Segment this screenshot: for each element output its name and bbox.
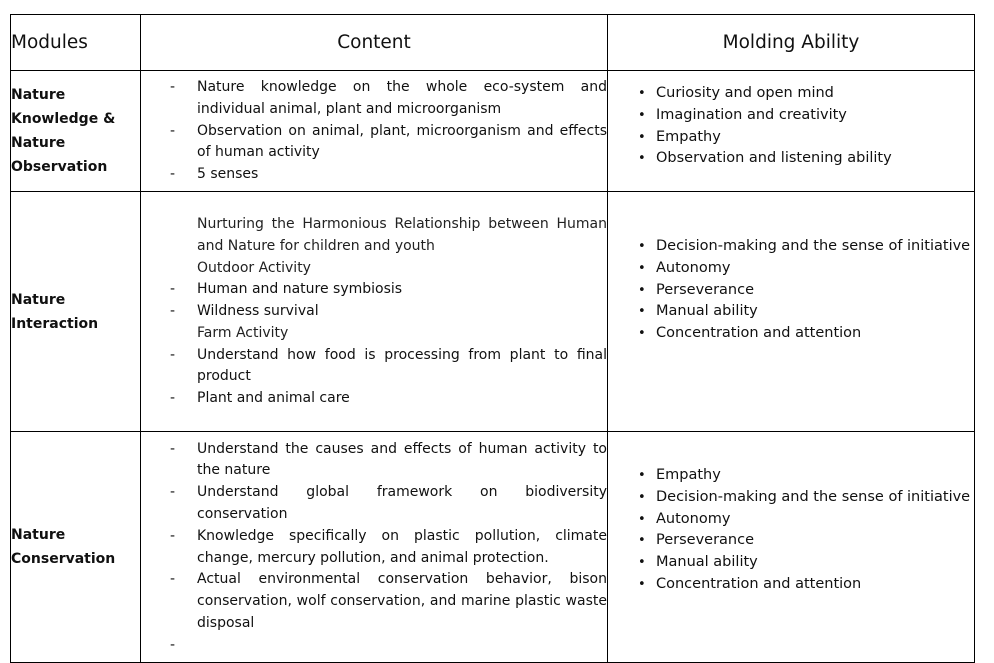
content-cell bbox=[141, 192, 608, 432]
bullet-icon: • bbox=[638, 533, 646, 549]
module-name-cell bbox=[11, 432, 141, 663]
ability-item bbox=[608, 127, 974, 149]
ability-item-text: Empathy bbox=[656, 128, 721, 145]
content-item bbox=[141, 345, 607, 389]
ability-item bbox=[608, 105, 974, 127]
dash-marker: - bbox=[170, 122, 176, 139]
content-item bbox=[141, 439, 607, 483]
dash-marker: - bbox=[170, 79, 176, 95]
content-item-text: Farm Activity bbox=[197, 324, 289, 341]
dash-marker: - bbox=[170, 571, 176, 588]
dash-marker: - bbox=[170, 527, 176, 544]
dash-marker: - bbox=[170, 484, 176, 501]
content-item bbox=[141, 258, 607, 280]
module-name-line: Nature bbox=[11, 87, 66, 103]
content-item-text: Plant and animal care bbox=[197, 390, 350, 407]
ability-item-text: Concentration and attention bbox=[656, 575, 862, 592]
ability-item-text: Imagination and creativity bbox=[656, 106, 847, 123]
bullet-icon: • bbox=[638, 86, 646, 101]
ability-item bbox=[608, 148, 974, 170]
modules-table bbox=[10, 14, 975, 663]
ability-item-text: Curiosity and open mind bbox=[656, 85, 834, 101]
content-item-text: Wildness survival bbox=[197, 303, 319, 320]
module-name-cell bbox=[11, 192, 141, 432]
module-name-cell bbox=[11, 71, 141, 192]
content-item bbox=[141, 301, 607, 323]
content-item bbox=[141, 482, 607, 526]
ability-item-text: Decision-making and the sense of initiative bbox=[656, 488, 971, 505]
ability-item bbox=[608, 323, 974, 345]
ability-item bbox=[608, 552, 974, 574]
ability-item-text: Manual ability bbox=[656, 554, 758, 571]
module-name-line: Observation bbox=[11, 159, 108, 175]
module-name-line: Nature bbox=[11, 527, 66, 543]
header-modules: Modules bbox=[11, 15, 141, 71]
dash-marker: - bbox=[170, 303, 176, 320]
bullet-icon: • bbox=[638, 107, 646, 123]
module-name-line: Knowledge & bbox=[11, 111, 116, 127]
content-item bbox=[141, 77, 607, 121]
module-name-line: Conservation bbox=[11, 551, 116, 567]
ability-item bbox=[608, 465, 974, 487]
molding-ability-cell bbox=[608, 432, 975, 663]
bullet-icon: • bbox=[638, 576, 646, 592]
content-item bbox=[141, 569, 607, 634]
module-name-line: Interaction bbox=[11, 315, 99, 332]
content-item-text: Understand global framework on biodiversity conservation bbox=[197, 484, 607, 522]
dash-marker: - bbox=[170, 346, 176, 363]
content-item-text: Nature knowledge on the whole eco-system and individual animal, plant and microorganism bbox=[197, 79, 607, 117]
table-row bbox=[11, 192, 975, 432]
molding-ability-cell bbox=[608, 71, 975, 192]
ability-item bbox=[608, 301, 974, 323]
bullet-icon: • bbox=[638, 282, 646, 298]
ability-item bbox=[608, 509, 974, 531]
bullet-icon: • bbox=[638, 489, 646, 505]
ability-item bbox=[608, 280, 974, 302]
content-item-text: Actual environmental conservation behavior, bison conservation, wolf conservation, and marine plastic waste disposal bbox=[197, 571, 607, 631]
bullet-icon: • bbox=[638, 129, 646, 145]
ability-item-text: Observation and listening ability bbox=[656, 150, 892, 167]
bullet-icon: • bbox=[638, 468, 646, 483]
molding-ability-cell bbox=[608, 192, 975, 432]
content-item-text bbox=[197, 637, 201, 653]
ability-item bbox=[608, 574, 974, 596]
content-item-text: Outdoor Activity bbox=[197, 259, 311, 276]
content-item-text: Observation on animal, plant, microorganism and effects of human activity bbox=[197, 122, 607, 161]
dash-marker: - bbox=[170, 440, 176, 457]
bullet-icon: • bbox=[638, 304, 646, 320]
dash-marker: - bbox=[170, 166, 176, 183]
bullet-icon: • bbox=[638, 555, 646, 571]
table-row bbox=[11, 71, 975, 192]
bullet-icon: • bbox=[638, 151, 646, 167]
content-item-text: Human and nature symbiosis bbox=[197, 281, 403, 298]
content-cell bbox=[141, 71, 608, 192]
header-molding-ability: Molding Ability bbox=[608, 15, 975, 71]
dash-marker: - bbox=[170, 636, 176, 653]
content-item bbox=[141, 526, 607, 570]
ability-item-text: Manual ability bbox=[656, 303, 758, 320]
ability-item-text: Autonomy bbox=[656, 259, 731, 276]
content-item bbox=[141, 635, 607, 657]
table-row bbox=[11, 432, 975, 663]
header-row bbox=[11, 15, 975, 71]
content-item-text: Understand how food is processing from plant to final product bbox=[197, 346, 607, 385]
dash-marker: - bbox=[170, 390, 176, 407]
dash-marker: - bbox=[170, 281, 176, 298]
ability-item-text: Empathy bbox=[656, 467, 721, 483]
content-item bbox=[141, 214, 607, 258]
ability-item bbox=[608, 487, 974, 509]
ability-item-text: Autonomy bbox=[656, 510, 731, 527]
header-content: Content bbox=[141, 15, 608, 71]
ability-item bbox=[608, 83, 974, 105]
bullet-icon: • bbox=[638, 239, 646, 254]
content-item bbox=[141, 164, 607, 186]
module-name-line: Nature bbox=[11, 135, 66, 151]
content-item-text: Nurturing the Harmonious Relationship between Human and Nature for children and youth bbox=[197, 215, 607, 254]
content-item bbox=[141, 279, 607, 301]
bullet-icon: • bbox=[638, 511, 646, 527]
ability-item-text: Perseverance bbox=[656, 532, 755, 549]
content-item bbox=[141, 121, 607, 165]
module-name-line: Nature bbox=[11, 291, 66, 308]
ability-item bbox=[608, 530, 974, 552]
ability-item bbox=[608, 258, 974, 280]
content-cell bbox=[141, 432, 608, 663]
content-item bbox=[141, 388, 607, 410]
bullet-icon: • bbox=[638, 326, 646, 342]
ability-item-text: Concentration and attention bbox=[656, 325, 862, 342]
ability-item bbox=[608, 236, 974, 258]
content-item-text: Knowledge specifically on plastic pollution, climate change, mercury pollution, and animal protection. bbox=[197, 527, 607, 566]
ability-item-text: Perseverance bbox=[656, 281, 755, 298]
ability-item-text: Decision-making and the sense of initiative bbox=[656, 238, 971, 254]
content-item-text: 5 senses bbox=[197, 166, 259, 183]
content-item-text: Understand the causes and effects of human activity to the nature bbox=[197, 440, 607, 479]
content-item bbox=[141, 323, 607, 345]
bullet-icon: • bbox=[638, 260, 646, 276]
